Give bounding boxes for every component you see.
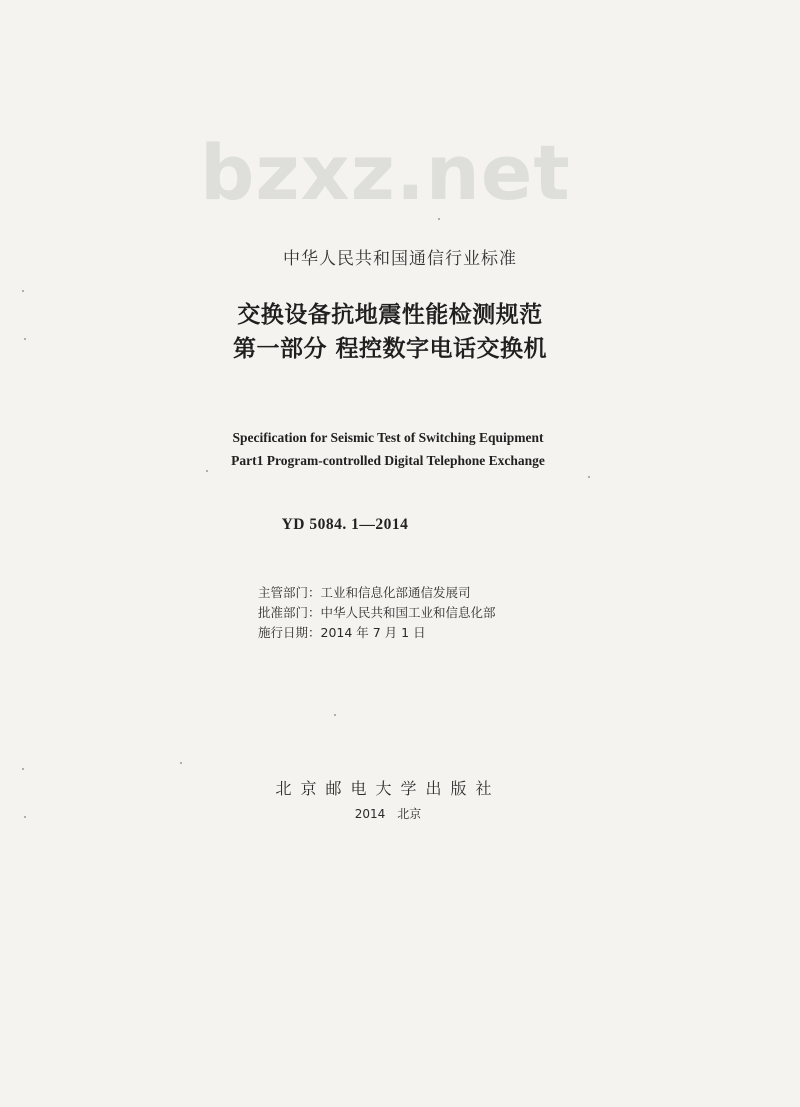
publication-city: 北京 [397, 807, 422, 821]
effective-date: 施行日期：2014 年 7 月 1 日 [258, 625, 426, 640]
scan-speck [22, 768, 24, 770]
title-cn-line1: 交换设备抗地震性能检测规范 [237, 301, 543, 328]
publisher-name: 北京邮电大学出版社 [275, 779, 501, 798]
scan-speck [24, 338, 26, 340]
title-en-line2: Part1 Program-controlled Digital Telephone Exchange [231, 453, 545, 468]
industry-standard-heading: 中华人民共和国通信行业标准 [283, 249, 517, 269]
title-en-line1: Specification for Seismic Test of Switching Equipment [232, 430, 544, 445]
watermark-logo: bzxz.net [200, 128, 571, 217]
publication-year: 2014 [354, 807, 386, 821]
scan-speck [24, 816, 26, 818]
title-cn-line2: 第一部分 程控数字电话交换机 [232, 335, 547, 362]
scan-speck [180, 762, 182, 764]
scan-speck [588, 476, 590, 478]
scan-speck [334, 714, 336, 716]
scan-speck [206, 470, 208, 472]
standard-code: YD 5084. 1—2014 [281, 516, 409, 533]
approval-department: 批准部门：中华人民共和国工业和信息化部 [258, 605, 496, 620]
scan-speck [22, 290, 24, 292]
publication-line [0, 805, 776, 822]
scan-speck [438, 218, 440, 220]
meta-block [258, 583, 496, 643]
competent-department: 主管部门：工业和信息化部通信发展司 [258, 585, 471, 600]
